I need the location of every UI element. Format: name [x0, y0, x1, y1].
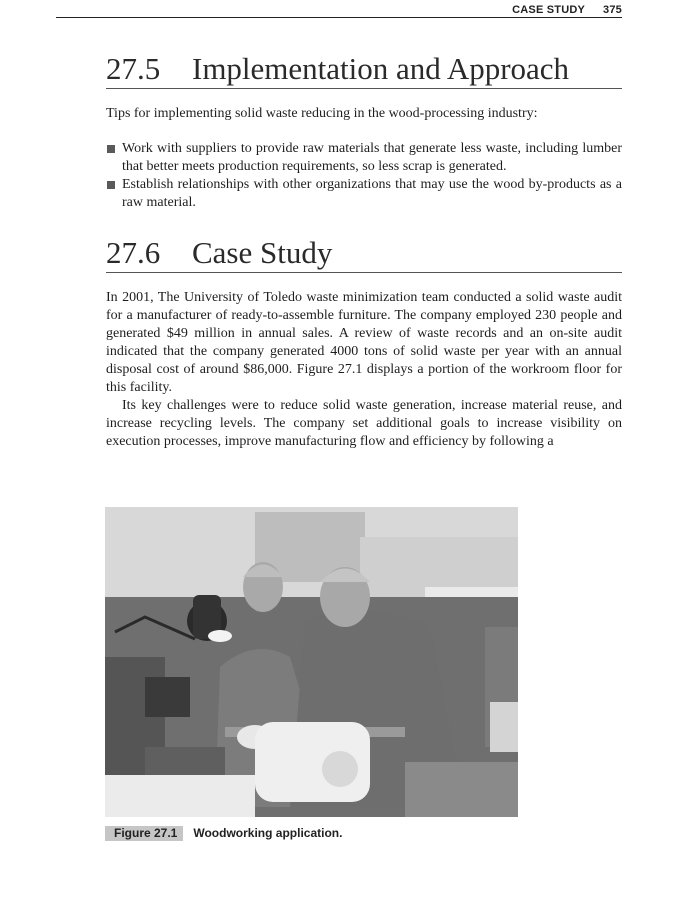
body-paragraph: Its key challenges were to reduce solid waste generation, increase material reuse, and increase recycling levels. The company set additional goals to increase visibility on execution processes, improve manufacturing flow and efficiency by following a: [106, 398, 622, 449]
bullet-item: [106, 140, 622, 176]
bullet-item: [106, 176, 622, 212]
figure-caption: [105, 826, 342, 841]
figure-caption-text: Woodworking application.: [193, 826, 343, 840]
section-heading-27-6: [106, 236, 622, 273]
section-title: Case Study: [192, 235, 333, 270]
section-heading-27-5: [106, 52, 622, 89]
page-number: 375: [603, 4, 622, 16]
running-head: [512, 4, 622, 16]
bullet-square-icon: [107, 145, 115, 153]
section-number: 27.5: [106, 51, 161, 86]
bullet-square-icon: [107, 181, 115, 189]
body-paragraph: In 2001, The University of Toledo waste minimization team conducted a solid waste audit for a manufacturer of ready-to-assemble furniture. The company employed 230 people and generated $49 million in annual sales. A review of waste records and an on-site audit indicated that the company generated 4000 tons of solid waste per year with an annual disposal cost of around $86,000. Figure 27.1 displays a portion of the workroom floor for this facility.: [106, 290, 622, 395]
intro-paragraph: Tips for implementing solid waste reducing in the wood-processing industry:: [106, 106, 538, 121]
figure-photo: [105, 507, 518, 817]
figure-label: Figure 27.1: [105, 826, 183, 841]
woodworking-photo-illustration: [105, 507, 518, 817]
section-title: Implementation and Approach: [192, 51, 570, 86]
bullet-text: Establish relationships with other organizations that may use the wood by-products as a raw material.: [122, 177, 622, 210]
running-head-rule: [56, 17, 622, 18]
running-head-section: CASE STUDY: [512, 4, 586, 16]
bullet-text: Work with suppliers to provide raw materials that generate less waste, including lumber that better meets production requirements, so less scrap is generated.: [122, 141, 622, 174]
section-number: 27.6: [106, 235, 161, 270]
